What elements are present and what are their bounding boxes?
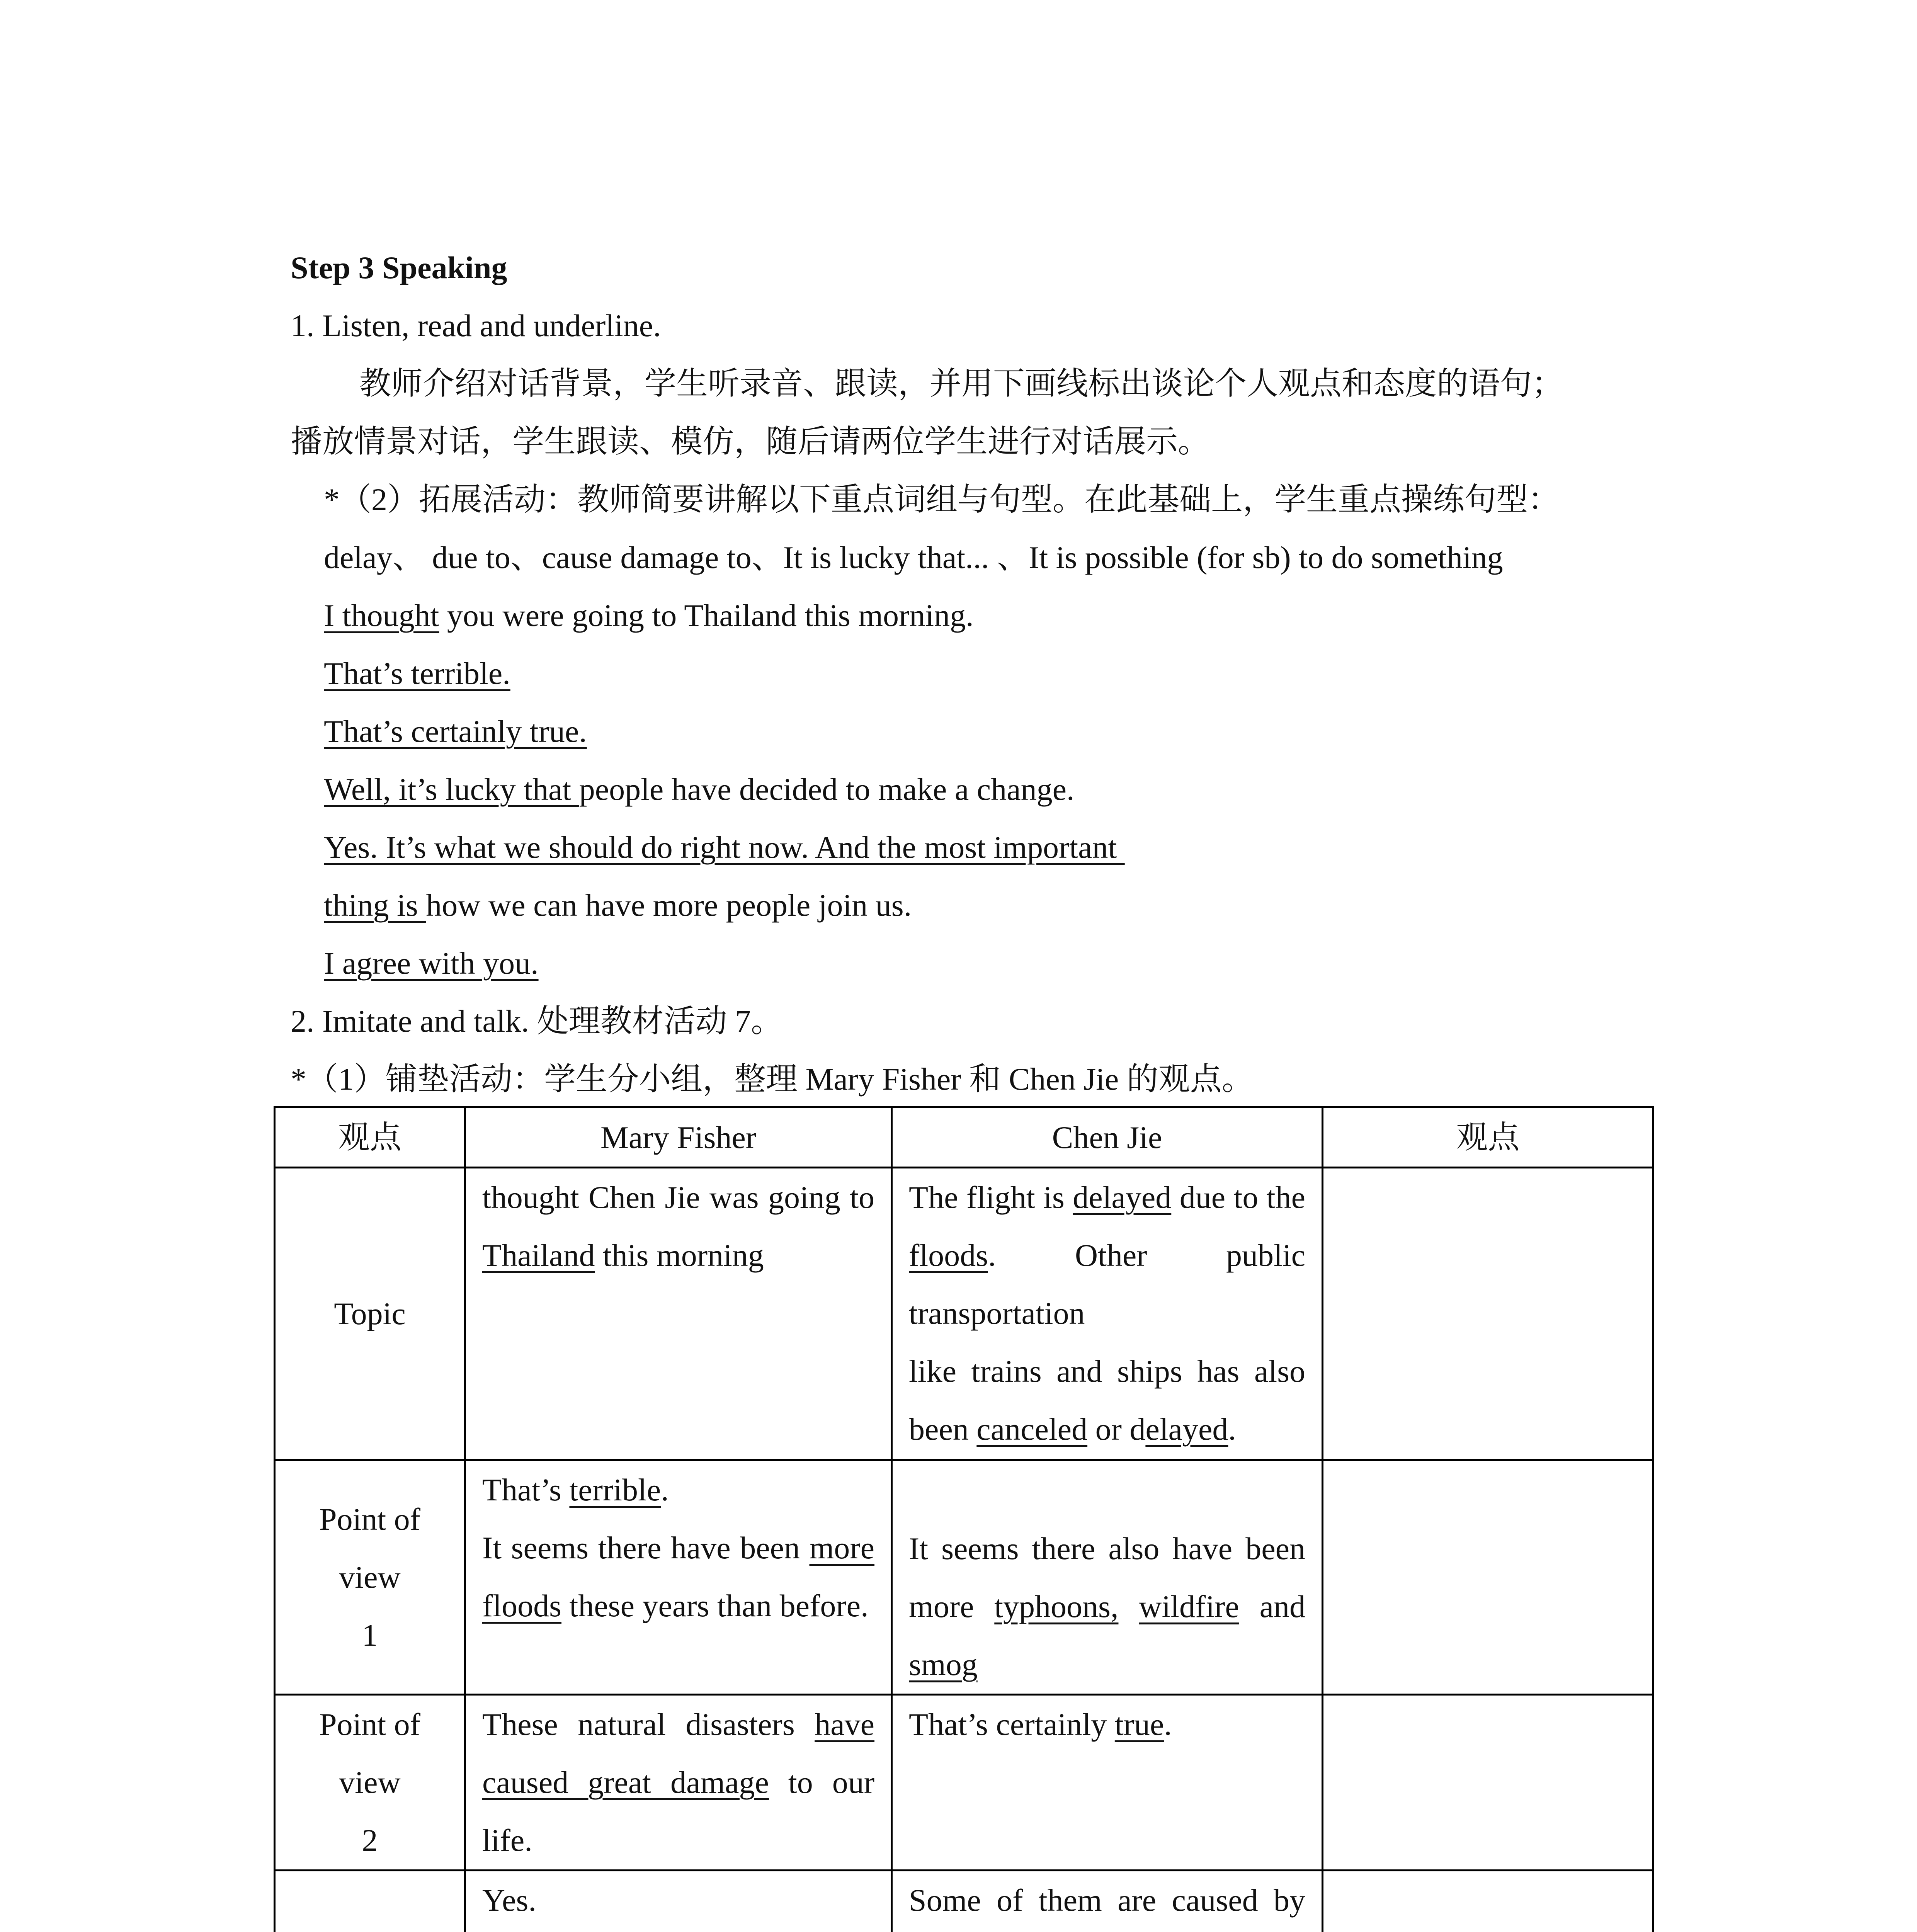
item-1: 1. Listen, read and underline. [291, 308, 661, 343]
chen-jie-cell [892, 1460, 1323, 1695]
cell-text: That’s [482, 1472, 570, 1507]
cell-text: That’s certainly [909, 1707, 1115, 1742]
underlined-phrase: thing is [324, 888, 426, 923]
underlined-word: Thailand [482, 1238, 595, 1273]
mary-fisher-cell [465, 1695, 892, 1871]
sentence-text: people have decided to make a change. [579, 772, 1075, 807]
header-cell: 观点 [275, 1107, 465, 1168]
cell-text: It seems there also have been more [909, 1531, 1305, 1624]
cell-text: thought Chen Jie was going to [482, 1180, 874, 1215]
underlined-word: typhoons, [994, 1589, 1119, 1624]
underlined-word: elayed [1145, 1412, 1228, 1447]
underlined-word: true [1114, 1707, 1164, 1742]
cell-text: . [1164, 1707, 1172, 1742]
sentence-2 [324, 654, 510, 693]
viewpoint-cell [1323, 1168, 1653, 1460]
viewpoints-table [274, 1106, 1654, 1932]
underlined-phrase: I agree with you. [324, 946, 539, 981]
preparation-activity: *（1）铺垫活动：学生分小组，整理 Mary Fisher 和 Chen Jie 的观点。 [291, 1061, 1254, 1097]
table-row [275, 1168, 1653, 1460]
underlined-phrase: That’s terrible. [324, 656, 510, 691]
cell-text: . [1228, 1412, 1236, 1447]
sentence-6 [324, 886, 912, 925]
label-line: Point of [319, 1502, 420, 1537]
cell-text: It seems there have been [482, 1530, 810, 1565]
cell-text: or d [1087, 1412, 1146, 1447]
header-cell: 观点 [1323, 1107, 1653, 1168]
label-line: view [339, 1560, 401, 1595]
chen-jie-cell [892, 1168, 1323, 1460]
sentence-4 [324, 770, 1074, 809]
cell-text: Yes. [482, 1883, 536, 1918]
table-row [275, 1871, 1653, 1932]
sentence-7 [324, 944, 539, 983]
underlined-phrase: Yes. It’s what we should do right now. And the most important [324, 830, 1125, 865]
sentence-text: you were going to Thailand this morning. [439, 598, 974, 633]
viewpoint-cell [1323, 1695, 1653, 1871]
underlined-word: have caused great damage [482, 1707, 874, 1800]
viewpoint-cell [1323, 1460, 1653, 1695]
underlined-word: floods [909, 1238, 988, 1273]
row-label [275, 1871, 465, 1932]
row-label [275, 1695, 465, 1871]
underlined-word: more floods [482, 1530, 874, 1623]
table-header-row [275, 1107, 1653, 1168]
table-row [275, 1460, 1653, 1695]
extension-activity: *（2）拓展活动：教师简要讲解以下重点词组与句型。在此基础上，学生重点操练句型： [324, 482, 1560, 517]
header-cell: Mary Fisher [465, 1107, 892, 1168]
table-row [275, 1695, 1653, 1871]
cell-text: . [661, 1472, 669, 1507]
sentence-3 [324, 712, 587, 751]
label-line: view [339, 1765, 401, 1800]
underlined-word: canceled [976, 1412, 1088, 1447]
sentence-text: how we can have more people join us. [426, 888, 912, 923]
cell-text: like trains and ships has also been [909, 1354, 1305, 1447]
label-line: 2 [362, 1823, 378, 1858]
paragraph-1-line-2: 播放情景对话，学生跟读、模仿，随后请两位学生进行对话展示。 [291, 424, 1210, 459]
label-line: Point of [319, 1707, 420, 1742]
sentence-5 [324, 828, 1125, 867]
cell-text: These natural disasters [482, 1707, 815, 1742]
row-label: Topic [275, 1168, 465, 1460]
cell-text: and [1239, 1589, 1305, 1624]
chen-jie-cell [892, 1695, 1323, 1871]
underlined-phrase: Well, it’s lucky that [324, 772, 579, 807]
key-phrases: delay、 due to、cause damage to、It is lucky that... 、It is possible (for sb) to do something [324, 540, 1503, 575]
cell-text: Some of them are caused by [909, 1883, 1305, 1918]
underlined-word: delayed [1073, 1180, 1172, 1215]
cell-text: due to the [1171, 1180, 1305, 1215]
cell-text [1118, 1589, 1139, 1624]
section-heading: Step 3 Speaking [291, 250, 507, 285]
mary-fisher-cell [465, 1460, 892, 1695]
underlined-word: smog [909, 1647, 978, 1682]
mary-fisher-cell [465, 1168, 892, 1460]
item-2: 2. Imitate and talk. 处理教材活动 7。 [291, 1003, 783, 1039]
chen-jie-cell [892, 1871, 1323, 1932]
cell-text: this morning [595, 1238, 764, 1273]
cell-text: to our life. [482, 1765, 875, 1858]
cell-text: The flight is [909, 1180, 1073, 1215]
row-label [275, 1460, 465, 1695]
viewpoint-cell [1323, 1871, 1653, 1932]
paragraph-1-line-1: 教师介绍对话背景，学生听录音、跟读，并用下画线标出谈论个人观点和态度的语句； [359, 366, 1564, 401]
underlined-word: wildfire [1139, 1589, 1239, 1624]
label-line: 1 [362, 1617, 378, 1653]
underlined-phrase: I thought [324, 598, 439, 633]
cell-text: . Other public transportation [909, 1238, 1305, 1331]
cell-text: these years than before. [561, 1588, 869, 1623]
mary-fisher-cell [465, 1871, 892, 1932]
underlined-phrase: That’s certainly true. [324, 714, 587, 749]
sentence-1 [324, 596, 974, 635]
underlined-word: terrible [569, 1472, 661, 1507]
header-cell: Chen Jie [892, 1107, 1323, 1168]
